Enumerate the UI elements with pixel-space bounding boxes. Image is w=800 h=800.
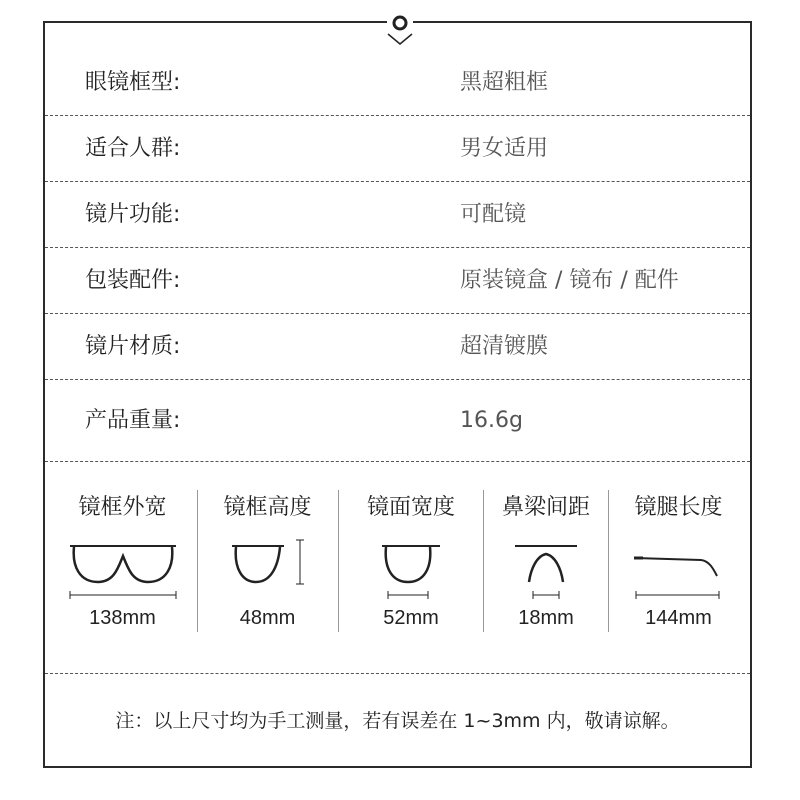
spec-value: 黑超粗框 (460, 70, 549, 95)
spec-label: 镜片功能: (85, 202, 181, 227)
spec-value: 男女适用 (460, 136, 549, 161)
spec-row-weight (45, 380, 750, 462)
dimension-item (200, 462, 335, 674)
spec-label: 镜片材质: (85, 334, 181, 359)
spec-value: 超清镀膜 (460, 334, 549, 359)
spec-row-accessories (45, 248, 750, 314)
lens-width-icon (376, 532, 446, 602)
spec-label: 眼镜框型: (85, 70, 181, 95)
dimension-value: 138mm (89, 607, 156, 629)
dimension-value: 48mm (239, 607, 296, 629)
frame-height-icon (228, 532, 308, 602)
spec-value: 可配镜 (460, 202, 527, 227)
spec-row-lens-function (45, 182, 750, 248)
spec-label: 产品重量: (85, 408, 181, 433)
divider (608, 490, 609, 632)
dimension-item (611, 462, 746, 674)
temple-icon (631, 532, 727, 602)
dimension-value: 52mm (383, 607, 439, 629)
spec-row-frame-type (45, 50, 750, 116)
dimension-item (50, 462, 195, 674)
pin-icon (387, 8, 413, 48)
divider (197, 490, 198, 632)
spec-value: 16.6g (460, 408, 523, 433)
spec-label: 包装配件: (85, 268, 181, 293)
dimension-item (341, 462, 481, 674)
dimension-value: 18mm (518, 607, 574, 629)
spec-row-lens-material (45, 314, 750, 380)
dimension-label: 镜框高度 (223, 495, 312, 520)
spec-value: 原装镜盒 / 镜布 / 配件 (460, 268, 679, 293)
measurement-note: 注：以上尺寸均为手工测量，若有误差在 1~3mm 内，敬请谅解。 (115, 710, 680, 732)
dimension-label: 镜面宽度 (366, 495, 455, 520)
frame-width-icon (68, 532, 178, 602)
dimension-value: 144mm (645, 607, 712, 629)
divider (483, 490, 484, 632)
dimension-label: 镜框外宽 (78, 495, 167, 520)
dimension-label: 鼻梁间距 (501, 495, 590, 520)
dimension-label: 镜腿长度 (634, 495, 723, 520)
bridge-icon (511, 532, 581, 602)
dimensions-section (45, 462, 750, 674)
spec-row-audience (45, 116, 750, 182)
spec-label: 适合人群: (85, 136, 181, 161)
dimension-item (486, 462, 606, 674)
divider (338, 490, 339, 632)
